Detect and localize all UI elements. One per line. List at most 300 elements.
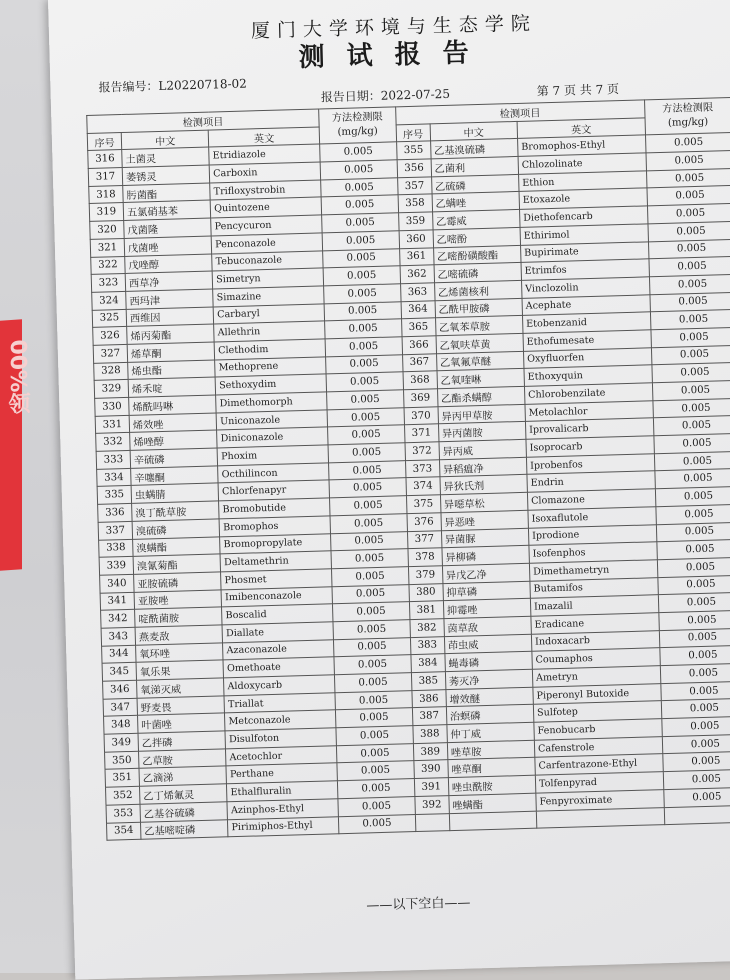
item-limit: 0.005 bbox=[657, 557, 730, 577]
item-name-cn: 抑草磷 bbox=[443, 581, 531, 601]
item-name-cn: 异丙菌胺 bbox=[438, 422, 526, 442]
item-number: 341 bbox=[100, 592, 135, 611]
item-number: 390 bbox=[414, 760, 449, 779]
item-number: 371 bbox=[404, 424, 439, 443]
item-number: 377 bbox=[407, 530, 442, 549]
item-name-en: Tebuconazole bbox=[212, 250, 323, 271]
item-limit: 0.005 bbox=[321, 178, 398, 198]
item-name-cn: 肟菌酯 bbox=[123, 183, 211, 203]
group-label-right: 检测项目 bbox=[395, 100, 644, 125]
item-number: 324 bbox=[92, 291, 127, 310]
item-limit: 0.005 bbox=[338, 796, 415, 816]
item-name-cn: 西草净 bbox=[125, 271, 213, 291]
item-number: 361 bbox=[399, 247, 434, 266]
item-number: 367 bbox=[402, 353, 437, 372]
item-number: 357 bbox=[397, 177, 432, 196]
item-number: 369 bbox=[403, 389, 438, 408]
item-name-cn: 辛硫磷 bbox=[130, 448, 218, 468]
results-table bbox=[86, 97, 730, 841]
item-name-cn: 溴丁酰草胺 bbox=[132, 501, 220, 521]
item-limit: 0.005 bbox=[332, 584, 409, 604]
item-number: 336 bbox=[98, 503, 133, 522]
item-name-en: Allethrin bbox=[214, 321, 325, 342]
item-number: 344 bbox=[102, 645, 137, 664]
item-name-cn: 亚胺唑 bbox=[134, 589, 222, 609]
item-name-en: Dimethomorph bbox=[216, 392, 327, 413]
item-name-en: Uniconazole bbox=[216, 410, 327, 431]
item-name-en: Etoxazole bbox=[519, 188, 647, 209]
item-name-en: Ethofumesate bbox=[523, 330, 651, 351]
item-name-en: Trifloxystrobin bbox=[210, 180, 321, 201]
item-limit: 0.005 bbox=[327, 390, 404, 410]
item-name-cn: 增效醚 bbox=[446, 687, 534, 707]
item-name-en: Disulfoton bbox=[225, 728, 336, 749]
item-number: 317 bbox=[88, 168, 123, 187]
item-number: 391 bbox=[414, 778, 449, 797]
col-no-left: 序号 bbox=[87, 132, 122, 151]
item-name-en: Penconazole bbox=[211, 233, 322, 254]
item-number: 340 bbox=[100, 574, 135, 593]
item-name-en: Bromopropylate bbox=[220, 533, 331, 554]
item-limit: 0.005 bbox=[657, 539, 730, 559]
item-number: 356 bbox=[397, 159, 432, 178]
item-number: 359 bbox=[398, 212, 433, 231]
item-name-cn: 乙硫磷 bbox=[431, 174, 519, 194]
item-name-en: Octhilincon bbox=[218, 463, 329, 484]
item-limit: 0.005 bbox=[322, 213, 399, 233]
item-name-en: Diniconazole bbox=[217, 427, 328, 448]
item-number: 351 bbox=[105, 769, 140, 788]
item-limit: 0.005 bbox=[334, 673, 411, 693]
item-limit: 0.005 bbox=[650, 292, 730, 312]
item-limit: 0.005 bbox=[652, 380, 730, 400]
item-limit: 0.005 bbox=[336, 743, 413, 763]
item-number: 331 bbox=[95, 415, 130, 434]
item-limit: 0.005 bbox=[663, 752, 730, 772]
item-number: 365 bbox=[401, 318, 436, 337]
item-limit: 0.005 bbox=[333, 602, 410, 622]
item-name-en: Perthane bbox=[226, 763, 337, 784]
item-name-cn: 莠灭净 bbox=[445, 669, 533, 689]
item-name-en: Imazalil bbox=[530, 595, 658, 616]
item-limit: 0.005 bbox=[328, 443, 405, 463]
item-name-cn: 唑草胺 bbox=[447, 740, 535, 760]
item-name-cn: 茵草敌 bbox=[444, 616, 532, 636]
item-limit: 0.005 bbox=[323, 248, 400, 268]
limit-header-right: 方法检测限 (mg/kg) bbox=[644, 97, 730, 135]
item-limit: 0.005 bbox=[663, 769, 730, 789]
item-limit: 0.005 bbox=[326, 354, 403, 374]
item-number: 327 bbox=[93, 344, 128, 363]
item-number: 338 bbox=[99, 539, 134, 558]
item-number: 318 bbox=[89, 185, 124, 204]
item-name-cn: 戊唑醇 bbox=[125, 254, 213, 274]
item-number: 376 bbox=[407, 513, 442, 532]
item-name-cn: 溴螨酯 bbox=[133, 536, 221, 556]
item-name-cn: 乙草胺 bbox=[139, 749, 227, 769]
item-number: 348 bbox=[104, 716, 139, 735]
item-name-en: Diallate bbox=[222, 622, 333, 643]
item-number: 355 bbox=[396, 141, 431, 160]
item-name-cn: 唑虫酰胺 bbox=[448, 775, 536, 795]
item-name-en: Ethirimol bbox=[520, 224, 648, 245]
item-name-en: Butamifos bbox=[530, 577, 658, 598]
item-number: 370 bbox=[404, 406, 439, 425]
item-limit: 0.005 bbox=[333, 620, 410, 640]
item-name-en: Phosmet bbox=[221, 569, 332, 590]
item-number: 320 bbox=[90, 221, 125, 240]
item-name-en: Triallat bbox=[224, 692, 335, 713]
item-number: 372 bbox=[405, 442, 440, 461]
item-limit: 0.005 bbox=[661, 699, 730, 719]
item-name-en: Ethoxyquin bbox=[524, 365, 652, 386]
item-name-en: Bupirimate bbox=[520, 241, 648, 262]
item-name-en: Etridiazole bbox=[209, 144, 320, 165]
item-name-en: Cafenstrole bbox=[534, 736, 662, 757]
item-name-en: Methoprene bbox=[215, 357, 326, 378]
item-name-cn: 燕麦敌 bbox=[135, 625, 223, 645]
item-name-en: Isoprocarb bbox=[526, 436, 654, 457]
item-name-cn: 乙拌磷 bbox=[138, 731, 226, 751]
item-name-en: Sulfotep bbox=[533, 701, 661, 722]
item-number: 349 bbox=[104, 733, 139, 752]
item-number: 332 bbox=[96, 433, 131, 452]
item-name-en: Piperonyl Butoxide bbox=[533, 683, 661, 704]
item-name-cn: 乙螨唑 bbox=[432, 192, 520, 212]
item-name-cn: 溴硫磷 bbox=[132, 519, 220, 539]
item-name-en: Metconazole bbox=[225, 710, 336, 731]
item-name-cn: 虫螨腈 bbox=[131, 483, 219, 503]
item-name-cn: 仲丁威 bbox=[447, 722, 535, 742]
item-name-en: Etrimfos bbox=[521, 259, 649, 280]
item-name-en: Clomazone bbox=[527, 489, 655, 510]
item-limit: 0.005 bbox=[651, 327, 730, 347]
item-name-cn: 乙酯杀螨醇 bbox=[437, 386, 525, 406]
item-limit: 0.005 bbox=[336, 726, 413, 746]
item-number: 334 bbox=[97, 468, 132, 487]
item-limit: 0.005 bbox=[647, 204, 730, 224]
item-name-cn: 溴氰菊酯 bbox=[133, 554, 221, 574]
item-limit: 0.005 bbox=[650, 310, 730, 330]
item-name-cn: 乙菌利 bbox=[431, 156, 519, 176]
item-name-cn: 乙嘧硫磷 bbox=[434, 263, 522, 283]
item-name-cn: 氧涕灭威 bbox=[137, 678, 225, 698]
item-name-cn: 五氯硝基苯 bbox=[123, 200, 211, 220]
item-name-en: Fenpyroximate bbox=[536, 789, 664, 810]
item-name-en: Diethofencarb bbox=[520, 206, 648, 227]
item-limit: 0.005 bbox=[653, 398, 730, 418]
group-label-left: 检测项目 bbox=[87, 109, 319, 133]
item-name-en: Chlorfenapyr bbox=[218, 480, 329, 501]
item-number: 387 bbox=[412, 707, 447, 726]
item-name-cn: 啶酰菌胺 bbox=[135, 607, 223, 627]
item-name-en: Carboxin bbox=[209, 162, 320, 183]
item-number: 343 bbox=[101, 627, 136, 646]
item-name-en: Quintozene bbox=[210, 197, 321, 218]
item-limit: 0.005 bbox=[320, 160, 397, 180]
item-name-cn: 烯效唑 bbox=[129, 413, 217, 433]
item-limit: 0.005 bbox=[332, 567, 409, 587]
item-number: 354 bbox=[106, 822, 141, 841]
item-limit: 0.005 bbox=[662, 716, 730, 736]
item-name-en: Omethoate bbox=[223, 657, 334, 678]
item-limit: 0.005 bbox=[649, 274, 730, 294]
institute-name: 厦门大学环境与生态学院 bbox=[250, 12, 538, 43]
item-name-en: Isoxaflutole bbox=[528, 507, 656, 528]
item-name-en: Pirimiphos-Ethyl bbox=[228, 816, 339, 837]
item-limit: 0.005 bbox=[662, 734, 730, 754]
item-name-cn: 西玛津 bbox=[126, 289, 214, 309]
item-limit: 0.005 bbox=[659, 610, 730, 630]
item-name-cn: 乙氧喹啉 bbox=[437, 369, 525, 389]
item-limit: 0.005 bbox=[656, 522, 730, 542]
item-name-cn: 野麦畏 bbox=[137, 696, 225, 716]
item-number: 321 bbox=[90, 238, 125, 257]
item-limit: 0.005 bbox=[653, 416, 730, 436]
item-name-cn: 戊菌唑 bbox=[124, 236, 212, 256]
item-name-en: Simetryn bbox=[212, 268, 323, 289]
item-limit: 0.005 bbox=[338, 814, 415, 834]
item-limit: 0.005 bbox=[647, 186, 730, 206]
col-no-right: 序号 bbox=[396, 124, 431, 143]
item-name-en: Imibenconazole bbox=[221, 586, 332, 607]
item-name-en: Pencycuron bbox=[211, 215, 322, 236]
item-number: 378 bbox=[408, 548, 443, 567]
item-name-en: Carbaryl bbox=[213, 303, 324, 324]
item-name-cn: 氧乐果 bbox=[136, 660, 224, 680]
end-marker: ——以下空白—— bbox=[366, 895, 471, 914]
item-number: 347 bbox=[103, 698, 138, 717]
item-limit: 0.005 bbox=[337, 779, 414, 799]
item-name-en: Metolachlor bbox=[525, 400, 653, 421]
item-limit: 0.005 bbox=[330, 513, 407, 533]
item-number: 329 bbox=[94, 380, 129, 399]
item-number: 373 bbox=[405, 460, 440, 479]
item-name-cn: 亚胺硫磷 bbox=[134, 572, 222, 592]
item-limit: 0.005 bbox=[651, 345, 730, 365]
item-limit: 0.005 bbox=[337, 761, 414, 781]
item-limit: 0.005 bbox=[331, 531, 408, 551]
item-number: 339 bbox=[99, 557, 134, 576]
item-number: 364 bbox=[401, 300, 436, 319]
item-name-cn: 异狄氏剂 bbox=[440, 475, 528, 495]
item-limit: 0.005 bbox=[323, 266, 400, 286]
item-limit: 0.005 bbox=[333, 637, 410, 657]
item-limit: 0.005 bbox=[321, 195, 398, 215]
item-limit: 0.005 bbox=[324, 284, 401, 304]
item-number: 374 bbox=[406, 477, 441, 496]
item-name-cn: 乙嘧酚 bbox=[433, 227, 521, 247]
item-number bbox=[415, 813, 450, 832]
item-limit: 0.005 bbox=[661, 681, 730, 701]
item-name-en: Bromophos-Ethyl bbox=[518, 135, 646, 156]
item-limit: 0.005 bbox=[646, 168, 730, 188]
item-number: 346 bbox=[103, 680, 138, 699]
report-title: 测试报告 bbox=[298, 37, 492, 74]
item-name-cn: 异丙威 bbox=[439, 439, 527, 459]
item-number: 389 bbox=[413, 742, 448, 761]
item-name-en: Isofenphos bbox=[529, 542, 657, 563]
item-name-en: Tolfenpyrad bbox=[535, 772, 663, 793]
item-limit: 0.005 bbox=[656, 504, 730, 524]
item-name-cn: 乙霉威 bbox=[432, 210, 520, 230]
item-name-cn: 异柳磷 bbox=[442, 545, 530, 565]
item-name-cn: 氧环唑 bbox=[136, 642, 224, 662]
item-name-cn: 烯草酮 bbox=[127, 342, 215, 362]
item-limit: 0.005 bbox=[655, 486, 730, 506]
item-name-en: Chlorobenzilate bbox=[524, 383, 652, 404]
col-cn-left: 中文 bbox=[121, 130, 209, 150]
item-name-en: Fenobucarb bbox=[534, 719, 662, 740]
item-number: 328 bbox=[94, 362, 129, 381]
item-limit: 0.005 bbox=[335, 690, 412, 710]
item-limit: 0.005 bbox=[331, 549, 408, 569]
item-name-en: Boscalid bbox=[222, 604, 333, 625]
item-limit: 0.005 bbox=[664, 787, 730, 807]
item-name-cn: 乙氧氟草醚 bbox=[436, 351, 524, 371]
item-name-cn: 辛噻酮 bbox=[131, 466, 219, 486]
item-number: 375 bbox=[406, 495, 441, 514]
item-name-cn: 蝇毒磷 bbox=[445, 652, 533, 672]
item-name-en: Coumaphos bbox=[532, 648, 660, 669]
item-limit: 0.005 bbox=[327, 407, 404, 427]
item-number: 330 bbox=[95, 397, 130, 416]
item-name-cn bbox=[449, 811, 537, 831]
item-number: 379 bbox=[408, 566, 443, 585]
item-number: 333 bbox=[96, 450, 131, 469]
item-name-en: Chlozolinate bbox=[518, 153, 646, 174]
item-name-cn: 叶菌唑 bbox=[138, 713, 226, 733]
item-limit: 0.005 bbox=[326, 372, 403, 392]
item-limit: 0.005 bbox=[658, 593, 730, 613]
item-number: 384 bbox=[411, 654, 446, 673]
package-text: 00%领 bbox=[5, 338, 30, 416]
item-name-cn: 茚虫威 bbox=[444, 634, 532, 654]
col-cn-right: 中文 bbox=[430, 121, 518, 141]
item-limit: 0.005 bbox=[322, 231, 399, 251]
item-name-en: Deltamethrin bbox=[220, 551, 331, 572]
item-name-en: Acetochlor bbox=[226, 745, 337, 766]
item-name-en: Phoxim bbox=[217, 445, 328, 466]
item-name-cn: 戊菌隆 bbox=[124, 218, 212, 238]
item-name-cn: 乙基溴硫磷 bbox=[430, 139, 518, 159]
item-limit: 0.005 bbox=[646, 151, 730, 171]
item-number: 316 bbox=[88, 150, 123, 169]
item-number: 342 bbox=[101, 610, 136, 629]
item-number: 358 bbox=[398, 194, 433, 213]
item-name-cn: 乙酰甲胺磷 bbox=[435, 298, 523, 318]
item-limit: 0.005 bbox=[325, 319, 402, 339]
item-name-cn: 异恶唑 bbox=[441, 510, 529, 530]
item-name-en: Clethodim bbox=[214, 339, 325, 360]
item-name-cn: 乙氧呋草黄 bbox=[436, 333, 524, 353]
item-name-en: Ethalfluralin bbox=[227, 781, 338, 802]
item-limit: 0.005 bbox=[648, 239, 730, 259]
item-name-en: Bromophos bbox=[219, 516, 330, 537]
item-limit: 0.005 bbox=[329, 478, 406, 498]
item-name-cn: 乙丁烯氟灵 bbox=[140, 784, 228, 804]
item-limit: 0.005 bbox=[328, 425, 405, 445]
item-name-cn: 治螟磷 bbox=[446, 705, 534, 725]
item-name-cn: 乙嘧酚磺酸酯 bbox=[433, 245, 521, 265]
item-number: 345 bbox=[102, 663, 137, 682]
item-name-cn: 异噁草松 bbox=[440, 492, 528, 512]
item-number: 392 bbox=[415, 795, 450, 814]
item-number: 385 bbox=[411, 672, 446, 691]
item-name-cn: 土菌灵 bbox=[122, 147, 210, 167]
item-limit: 0.005 bbox=[320, 142, 397, 162]
item-name-cn: 异丙甲草胺 bbox=[438, 404, 526, 424]
item-name-cn: 萎锈灵 bbox=[122, 165, 210, 185]
item-number: 322 bbox=[91, 256, 126, 275]
item-limit: 0.005 bbox=[649, 257, 730, 277]
item-number: 382 bbox=[410, 619, 445, 638]
item-limit: 0.005 bbox=[655, 469, 730, 489]
item-name-en: Etobenzanid bbox=[522, 312, 650, 333]
item-name-cn: 乙烯菌核利 bbox=[434, 280, 522, 300]
item-number: 325 bbox=[92, 309, 127, 328]
item-limit: 0.005 bbox=[660, 663, 730, 683]
item-name-cn: 西维因 bbox=[126, 307, 214, 327]
item-name-cn: 乙滴涕 bbox=[139, 766, 227, 786]
item-name-cn: 烯唑醇 bbox=[130, 430, 218, 450]
red-package-strip bbox=[0, 319, 30, 571]
item-name-cn: 异菌脲 bbox=[441, 528, 529, 548]
item-limit: 0.005 bbox=[652, 363, 730, 383]
item-limit: 0.005 bbox=[329, 460, 406, 480]
item-name-cn: 异稻瘟净 bbox=[439, 457, 527, 477]
item-name-cn: 异戊乙净 bbox=[442, 563, 530, 583]
item-name-cn: 乙氧苯草胺 bbox=[435, 316, 523, 336]
item-name-cn: 烯酰吗啉 bbox=[129, 395, 217, 415]
item-name-en bbox=[536, 807, 664, 828]
item-limit: 0.005 bbox=[648, 221, 730, 241]
report-sheet bbox=[48, 0, 730, 980]
item-number: 353 bbox=[106, 804, 141, 823]
item-name-en: Acephate bbox=[522, 294, 650, 315]
item-limit: 0.005 bbox=[654, 451, 730, 471]
item-number: 350 bbox=[105, 751, 140, 770]
item-name-cn: 烯丙菊酯 bbox=[127, 324, 215, 344]
item-number: 368 bbox=[403, 371, 438, 390]
item-name-en: Sethoxydim bbox=[215, 374, 326, 395]
item-limit: 0.005 bbox=[660, 646, 730, 666]
item-name-en: Iprodione bbox=[528, 524, 656, 545]
item-name-en: Dimethametryn bbox=[529, 560, 657, 581]
item-name-en: Iprobenfos bbox=[526, 454, 654, 475]
item-number: 386 bbox=[412, 689, 447, 708]
col-en-right: 英文 bbox=[517, 118, 645, 139]
item-number: 319 bbox=[89, 203, 124, 222]
item-name-cn: 唑草酮 bbox=[448, 758, 536, 778]
item-number: 366 bbox=[402, 336, 437, 355]
item-name-cn: 乙基嘧啶磷 bbox=[141, 819, 229, 839]
item-limit: 0.005 bbox=[654, 433, 730, 453]
item-number: 383 bbox=[410, 636, 445, 655]
item-number: 388 bbox=[413, 725, 448, 744]
report-date: 报告日期：2022-07-25 bbox=[320, 86, 451, 105]
item-limit: 0.005 bbox=[645, 133, 730, 153]
col-en-left: 英文 bbox=[208, 127, 319, 148]
item-name-en: Indoxacarb bbox=[531, 630, 659, 651]
limit-header-left: 方法检测限 (mg/kg) bbox=[319, 107, 397, 145]
item-limit bbox=[664, 805, 730, 825]
item-limit: 0.005 bbox=[335, 708, 412, 728]
item-name-en: Vinclozolin bbox=[521, 277, 649, 298]
item-name-en: Azinphos-Ethyl bbox=[227, 799, 338, 820]
item-name-cn: 抑霉唑 bbox=[443, 599, 531, 619]
item-name-en: Carfentrazone-Ethyl bbox=[535, 754, 663, 775]
